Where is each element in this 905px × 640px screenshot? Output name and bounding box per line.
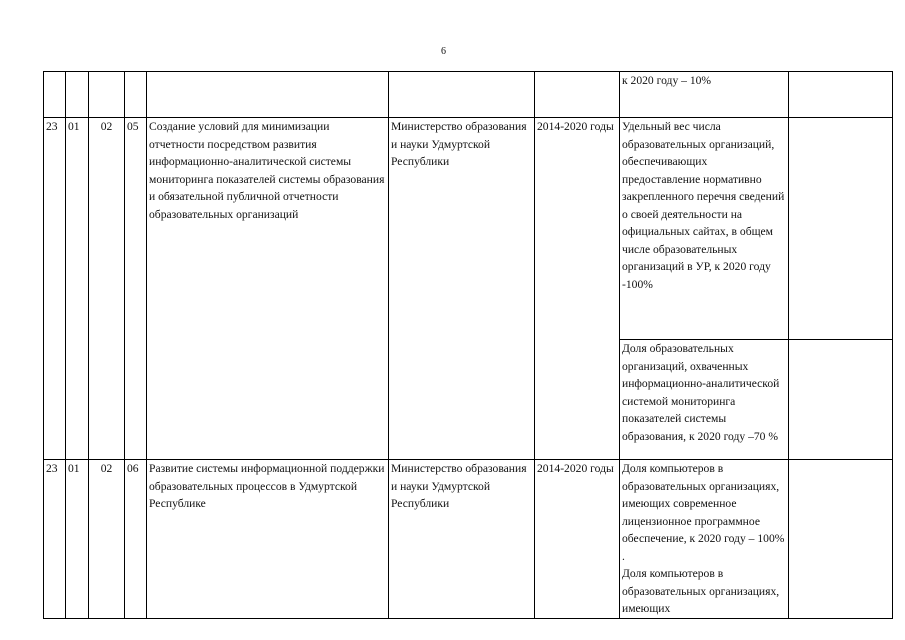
code-cell: 23 bbox=[44, 460, 66, 619]
indicator-cell: Доля образовательных организаций, охваченных информационно-аналитической системой мониторинга показателей системы образования, к 2020 году –70 % bbox=[620, 340, 789, 460]
empty-cell bbox=[44, 72, 66, 118]
measure-name-cell: Развитие системы информационной поддержки образовательных процессов в Удмуртской Республике bbox=[147, 460, 389, 619]
empty-cell bbox=[389, 72, 535, 118]
measures-table bbox=[43, 71, 893, 619]
empty-cell bbox=[147, 72, 389, 118]
indicator-cell: Удельный вес числа образовательных организаций, обеспечивающих предоставление нормативно закрепленного перечня сведений о своей деятельности на официальных сайтах, в общем числе образовательных организаций в УР, к 2020 году -100% bbox=[620, 118, 789, 340]
period-cell: 2014-2020 годы bbox=[535, 460, 620, 619]
empty-cell bbox=[789, 460, 893, 619]
code-cell: 02 bbox=[89, 118, 125, 460]
empty-cell bbox=[66, 72, 89, 118]
code-cell: 06 bbox=[125, 460, 147, 619]
executor-cell: Министерство образования и науки Удмуртской Республики bbox=[389, 118, 535, 460]
code-cell: 01 bbox=[66, 460, 89, 619]
measure-name-cell: Создание условий для минимизации отчетности посредством развития информационно-аналитической системы мониторинга показателей системы образования и обязательной публичной отчетности образовательных организаций bbox=[147, 118, 389, 460]
period-cell: 2014-2020 годы bbox=[535, 118, 620, 460]
indicator-cell: Доля компьютеров в образовательных организациях, имеющих современное лицензионное программное обеспечение, к 2020 году – 100% . Доля компьютеров в образовательных организациях, имеющих bbox=[620, 460, 789, 619]
table-row bbox=[44, 118, 893, 340]
executor-cell: Министерство образования и науки Удмуртской Республики bbox=[389, 460, 535, 619]
empty-cell bbox=[125, 72, 147, 118]
code-cell: 01 bbox=[66, 118, 89, 460]
code-cell: 02 bbox=[89, 460, 125, 619]
continuation-row bbox=[44, 72, 893, 118]
table-row bbox=[44, 460, 893, 619]
empty-cell bbox=[789, 72, 893, 118]
code-cell: 05 bbox=[125, 118, 147, 460]
empty-cell bbox=[789, 118, 893, 340]
indicator-cell: к 2020 году – 10% bbox=[620, 72, 789, 118]
code-cell: 23 bbox=[44, 118, 66, 460]
empty-cell bbox=[89, 72, 125, 118]
empty-cell bbox=[789, 340, 893, 460]
empty-cell bbox=[535, 72, 620, 118]
page-number: 6 bbox=[441, 46, 446, 57]
